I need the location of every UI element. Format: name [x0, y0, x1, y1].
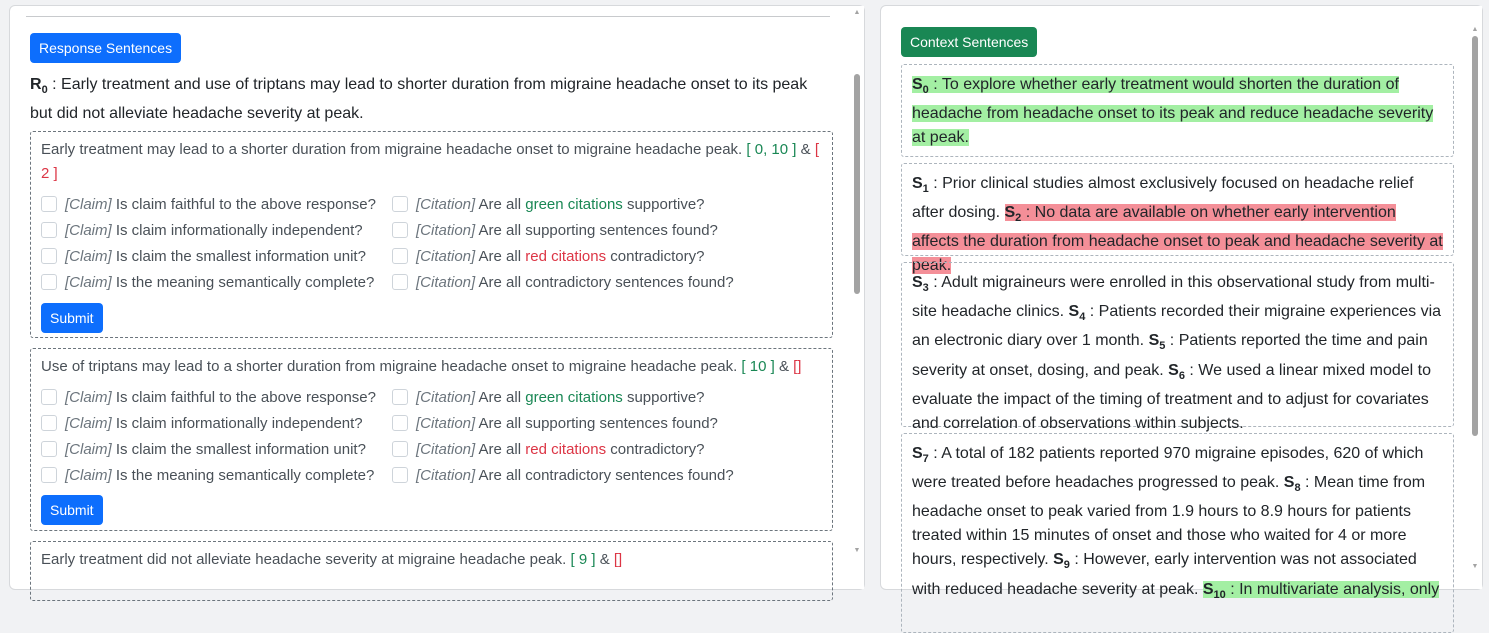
scrollbar-thumb[interactable]: [854, 74, 860, 294]
context-sentence-s3[interactable]: $S_3$ : Adult migraineurs were enrolled in this observational study from multi-site headache clinics.: [912, 274, 1435, 321]
checkbox[interactable]: [392, 248, 408, 264]
claim-check-1[interactable]: [Claim] Is claim faithful to the above response?: [41, 192, 376, 218]
context-block-3: [901, 433, 1454, 633]
checkbox[interactable]: [41, 248, 57, 264]
claim-box: [30, 541, 833, 601]
claim-text: Use of triptans may lead to a shorter duration from migraine headache onset to migraine headache peak. [ 10 ] & []: [41, 358, 802, 375]
checkbox[interactable]: [41, 441, 57, 457]
response-scroll-area: [10, 6, 850, 589]
claim-check-3[interactable]: [Claim] Is claim the smallest information unit?: [41, 244, 366, 270]
review-checklist: [41, 385, 822, 489]
context-sentence-s5[interactable]: $S_5$ : Patients reported the time and pain severity at onset, dosing, and peak.: [912, 332, 1428, 379]
citation-check-2[interactable]: [Citation] Are all supporting sentences found?: [392, 411, 718, 437]
red-citations: []: [793, 358, 802, 375]
context-sentence-s4[interactable]: $S_4$ : Patients recorded their migraine experiences via an electronic diary over 1 month.: [912, 303, 1442, 350]
checkbox[interactable]: [41, 222, 57, 238]
scroll-up-arrow-icon[interactable]: ▲: [853, 9, 861, 16]
submit-button[interactable]: Submit: [41, 495, 103, 525]
response-panel: [9, 5, 865, 590]
citation-check-3[interactable]: [Citation] Are all red citations contradictory?: [392, 244, 705, 270]
claim-check-3[interactable]: [Claim] Is claim the smallest information unit?: [41, 437, 366, 463]
citation-check-1[interactable]: [Citation] Are all green citations supportive?: [392, 192, 705, 218]
checkbox[interactable]: [392, 222, 408, 238]
scroll-down-arrow-icon[interactable]: ▼: [853, 547, 861, 554]
response-sentence: $R_0$ : Early treatment and use of triptans may lead to shorter duration from migraine headache onset to its peak but did not alleviate headache severity at peak.: [30, 76, 808, 123]
citation-check-1[interactable]: [Citation] Are all green citations supportive?: [392, 385, 705, 411]
submit-button[interactable]: Submit: [41, 303, 103, 333]
context-panel: [880, 5, 1483, 601]
context-sentence-s7[interactable]: $S_7$ : A total of 182 patients reported 970 migraine episodes, 620 of which were treated before headaches progressed to peak.: [912, 445, 1424, 492]
review-checklist: [41, 192, 822, 296]
claim-box: [30, 348, 833, 531]
citation-check-2[interactable]: [Citation] Are all supporting sentences found?: [392, 218, 718, 244]
scrollbar-thumb[interactable]: [1472, 36, 1478, 436]
scroll-up-arrow-icon[interactable]: ▲: [1471, 26, 1479, 33]
context-sentence-s9[interactable]: $S_9$ : However, early intervention was not associated with reduced headache severity at peak.: [912, 551, 1417, 598]
context-sentence-s10[interactable]: $S_{10}$ : In multivariate analysis, only: [1202, 580, 1440, 601]
citation-check-4[interactable]: [Citation] Are all contradictory sentences found?: [392, 270, 734, 296]
checkbox[interactable]: [41, 415, 57, 431]
checkbox[interactable]: [41, 389, 57, 405]
citation-check-4[interactable]: [Citation] Are all contradictory sentences found?: [392, 463, 734, 489]
checkbox[interactable]: [392, 415, 408, 431]
green-citations: [ 10 ]: [741, 358, 775, 375]
top-divider: [26, 16, 830, 17]
red-citations: [ 2 ]: [41, 141, 819, 182]
response-id: $R_0$: [30, 76, 48, 97]
checkbox[interactable]: [392, 389, 408, 405]
context-scroll-area: [881, 6, 1468, 601]
checkbox[interactable]: [41, 274, 57, 290]
claim-check-4[interactable]: [Claim] Is the meaning semantically complete?: [41, 270, 374, 296]
context-sentence-s8[interactable]: $S_8$ : Mean time from headache onset to peak varied from 1.9 hours to 8.9 hours for patients treated within 15 minutes of onset and those who waited for 4 or more hours, respectively.: [912, 474, 1426, 569]
claim-box: [30, 131, 833, 338]
context-block-2: [901, 262, 1454, 432]
checkbox[interactable]: [392, 441, 408, 457]
context-sentence-s6[interactable]: $S_6$ : We used a linear mixed model to evaluate the impact of the timing of treatment and to adjust for covariates and correlation of observations within subjects.: [912, 361, 1431, 432]
response-scrollbar[interactable]: [850, 6, 864, 589]
claim-check-4[interactable]: [Claim] Is the meaning semantically complete?: [41, 463, 374, 489]
claim-text: Early treatment may lead to a shorter duration from migraine headache onset to migraine headache peak. [ 0, 10 ] & [ 2 ]: [41, 141, 819, 182]
claim-text: Early treatment did not alleviate headache severity at migraine headache peak. [ 9 ] & []: [41, 551, 623, 568]
green-citations: [ 9 ]: [570, 551, 596, 568]
red-citations: []: [613, 551, 623, 568]
green-citations: [ 0, 10 ]: [746, 141, 797, 158]
claim-check-2[interactable]: [Claim] Is claim informationally independent?: [41, 411, 363, 437]
citation-check-3[interactable]: [Citation] Are all red citations contradictory?: [392, 437, 705, 463]
checkbox[interactable]: [392, 196, 408, 212]
context-sentence-s2[interactable]: $S_2$ : No data are available on whether early intervention affects the duration from headache onset to peak and headache severity at peak.: [912, 204, 1443, 275]
context-block-1: [901, 163, 1454, 275]
checkbox[interactable]: [41, 196, 57, 212]
context-sentence-s1[interactable]: $S_1$ : Prior clinical studies almost exclusively focused on headache relief after dosing.: [912, 175, 1414, 222]
claim-check-2[interactable]: [Claim] Is claim informationally independent?: [41, 218, 363, 244]
checkbox[interactable]: [41, 467, 57, 483]
context-sentences-button[interactable]: Context Sentences: [901, 27, 1037, 57]
context-sentence-s0[interactable]: $S_0$ : To explore whether early treatment would shorten the duration of headache from headache onset to its peak and reduce headache severity at peak.: [912, 76, 1434, 147]
checkbox[interactable]: [392, 467, 408, 483]
context-block-0: [901, 64, 1454, 157]
scroll-down-arrow-icon[interactable]: ▼: [1471, 563, 1479, 570]
context-scrollbar[interactable]: [1468, 6, 1482, 589]
response-sentences-button[interactable]: Response Sentences: [30, 33, 181, 63]
claim-check-1[interactable]: [Claim] Is claim faithful to the above response?: [41, 385, 376, 411]
checkbox[interactable]: [392, 274, 408, 290]
